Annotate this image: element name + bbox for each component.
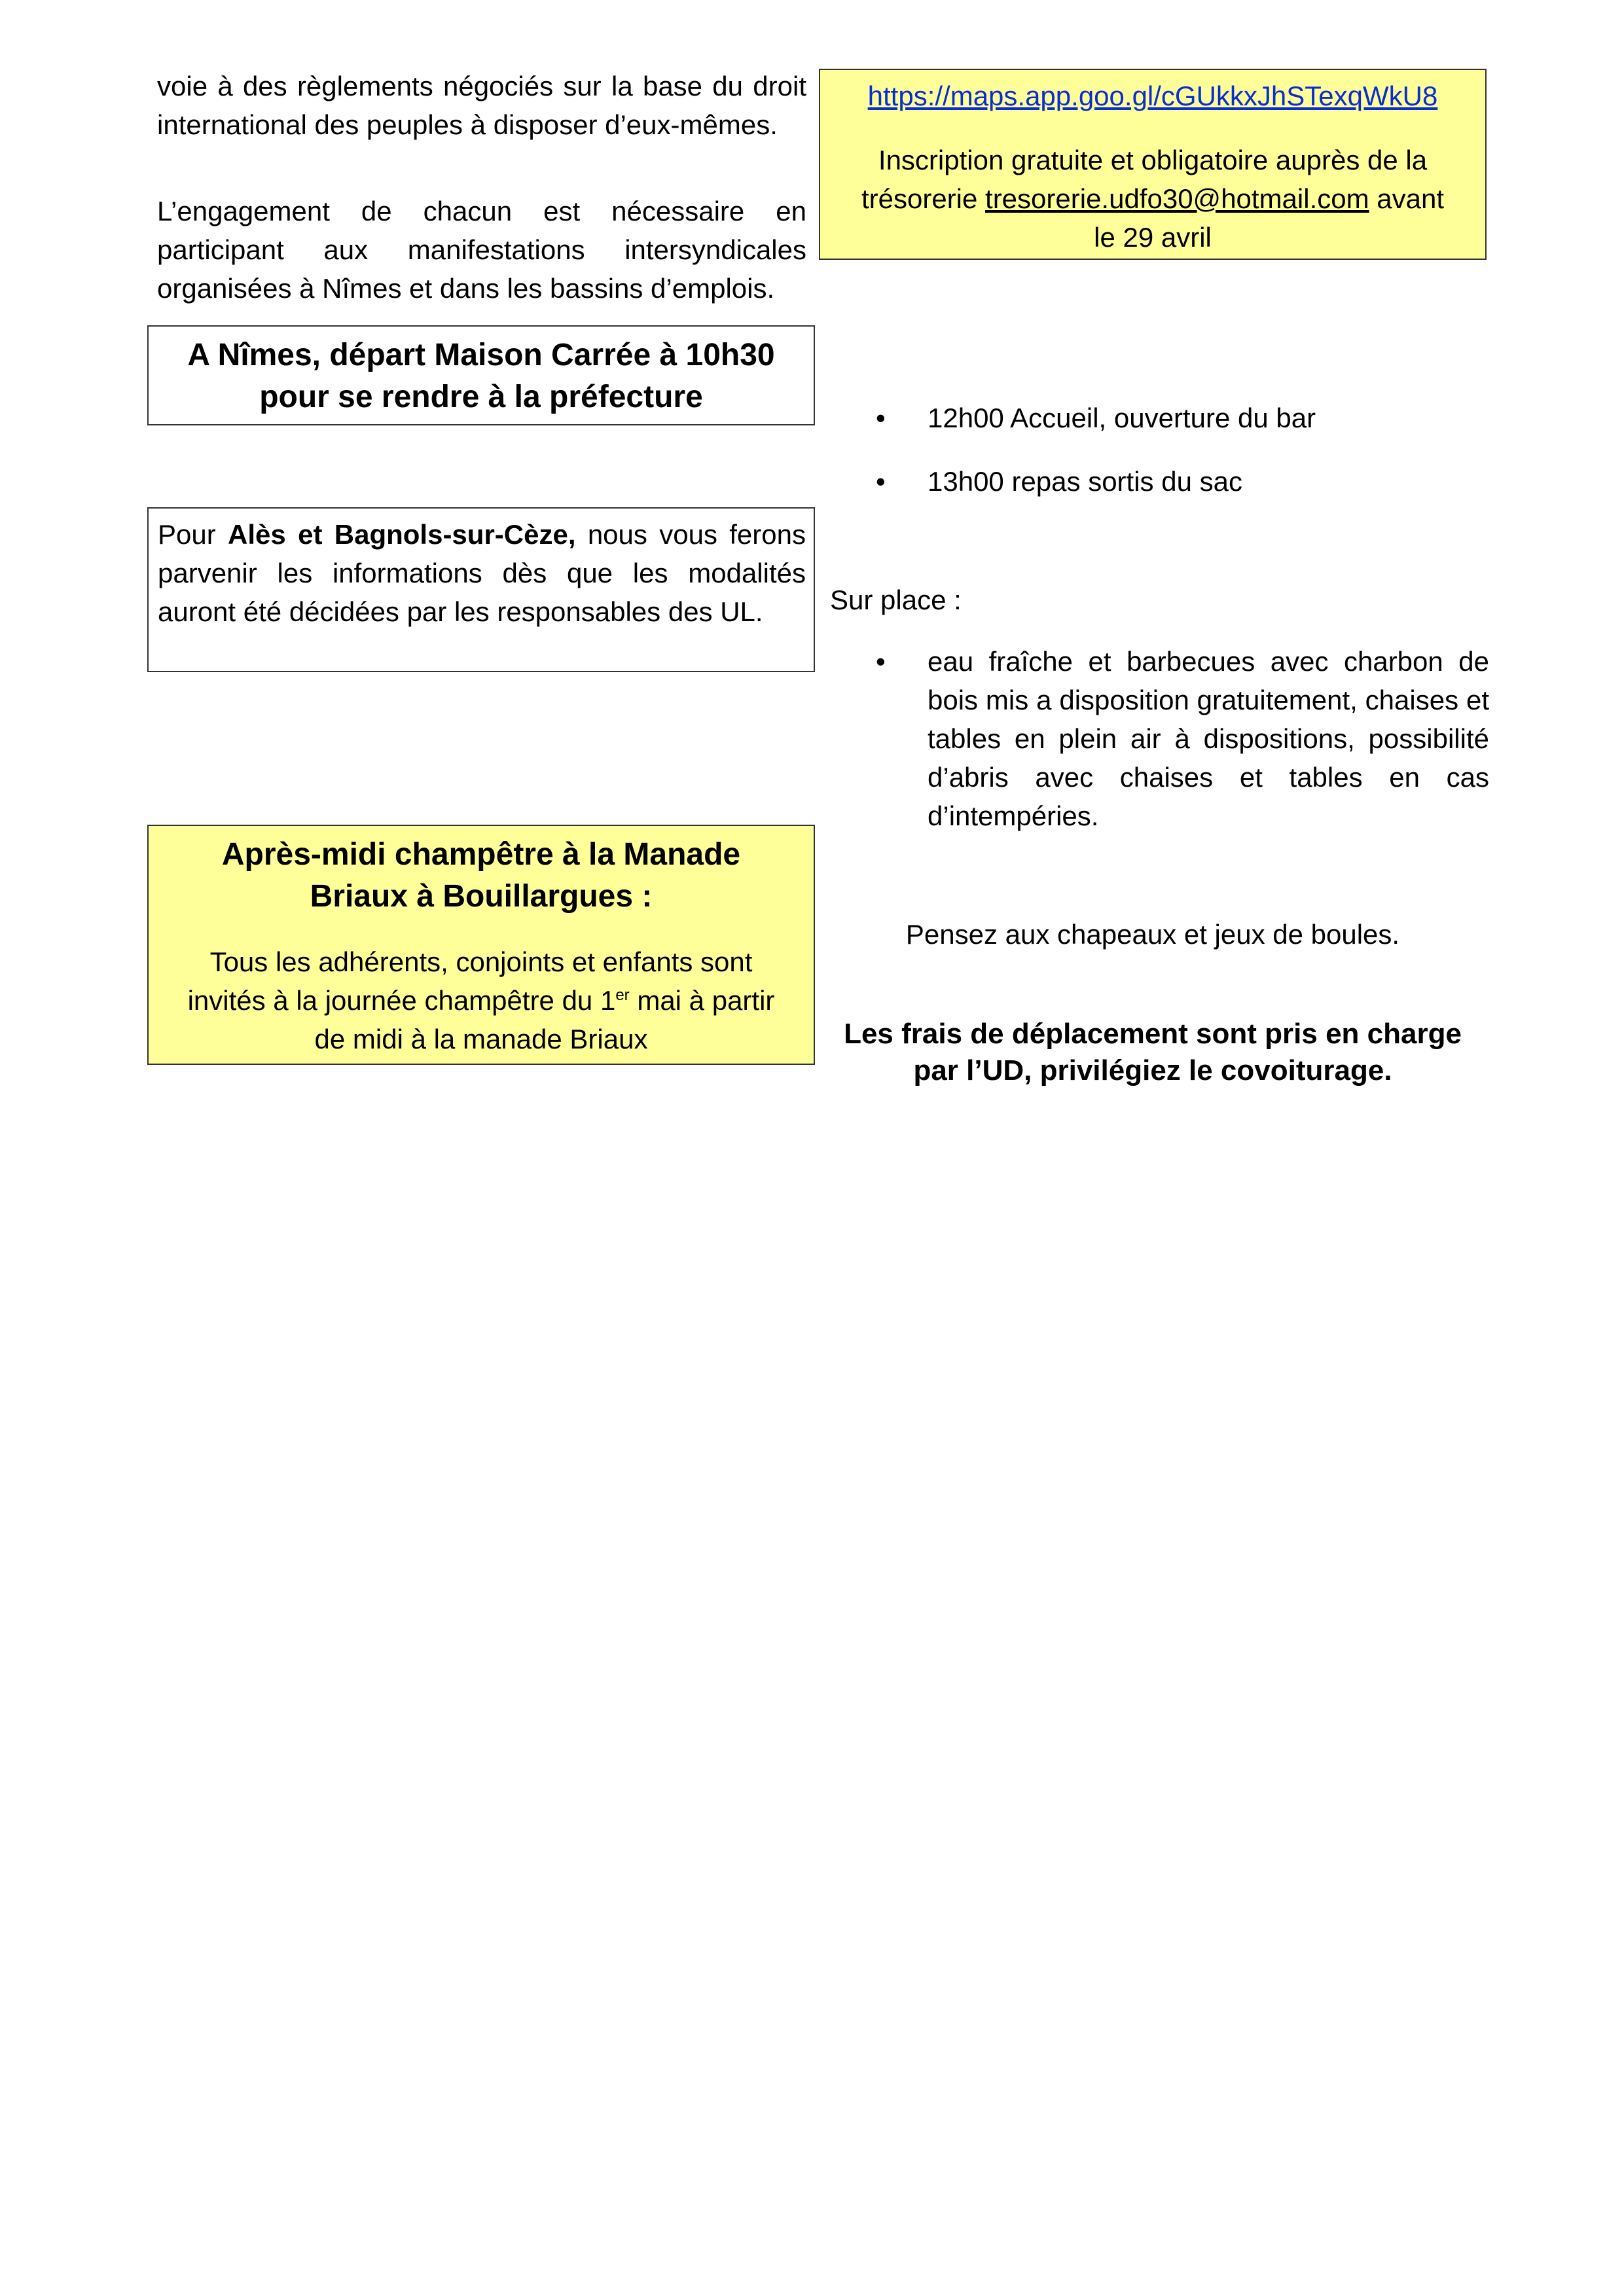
maps-link[interactable]: https://maps.app.goo.gl/cGUkkxJhSTexqWkU8 xyxy=(867,81,1438,111)
treasury-email-link[interactable]: tresorerie.udfo30@hotmail.com xyxy=(985,183,1369,214)
ales-bagnols-towns: Alès et Bagnols-sur-Cèze, xyxy=(228,519,576,550)
registration-line1: Inscription gratuite et obligatoire auprès de la xyxy=(878,145,1428,175)
reminder-text: Pensez aux chapeaux et jeux de boules. xyxy=(905,919,1400,950)
registration-line2 xyxy=(820,179,1485,218)
manade-box xyxy=(147,825,815,1065)
nimes-departure-line1: A Nîmes, départ Maison Carrée à 10h30 xyxy=(187,338,775,372)
bullet-icon: • xyxy=(876,646,886,677)
ales-bagnols-text xyxy=(158,515,806,631)
registration-line2-post: avant xyxy=(1369,183,1445,214)
registration-box xyxy=(819,69,1487,260)
manade-title-line2: Briaux à Bouillargues : xyxy=(310,879,653,914)
travel-costs-line2: par l’UD, privilégiez le covoiturage. xyxy=(913,1054,1392,1086)
manade-body-ordinal: er xyxy=(615,986,630,1004)
registration-line2-pre: trésorerie xyxy=(861,183,986,214)
sur-place-label: Sur place : xyxy=(830,584,962,615)
manade-body-line1: Tous les adhérents, conjoints et enfants sont xyxy=(209,946,753,977)
nimes-departure-box xyxy=(147,325,815,425)
bullet-icon: • xyxy=(876,466,886,497)
ales-bagnols-pre: Pour xyxy=(158,519,228,550)
sur-place-item-text: eau fraîche et barbecues avec charbon de bois mis a disposition gratuitement, chaises et tables en plein air à dispositions, possibilité d’abris avec chaises et tables en cas d’intempéries. xyxy=(928,646,1489,831)
engagement-paragraph: L’engagement de chacun est nécessaire en participant aux manifestations intersyndicales organisées à Nîmes et dans les bassins d’emplois. xyxy=(157,196,806,304)
intro-paragraph: voie à des règlements négociés sur la base du droit international des peuples à disposer d’eux-mêmes. xyxy=(157,71,806,140)
manade-body-line3: de midi à la manade Briaux xyxy=(314,1024,648,1054)
schedule-item-text: 12h00 Accueil, ouverture du bar xyxy=(928,403,1316,433)
manade-body-line2-pre: invités à la journée champêtre du 1 xyxy=(187,985,616,1016)
registration-deadline: le 29 avril xyxy=(1094,222,1212,253)
ales-bagnols-box xyxy=(147,507,815,672)
manade-body-line2-post: mai à partir xyxy=(629,985,775,1016)
ales-bagnols-post: nous vous ferons parvenir les informations dès que les modalités auront été décidées par les responsables des UL. xyxy=(158,519,806,627)
nimes-departure-line2: pour se rendre à la préfecture xyxy=(259,380,703,414)
bullet-icon: • xyxy=(876,403,886,433)
travel-costs-line1: Les frais de déplacement sont pris en charge xyxy=(844,1018,1462,1050)
schedule-item-text: 13h00 repas sortis du sac xyxy=(928,466,1242,497)
manade-body-line2 xyxy=(149,981,814,1020)
manade-title-line1: Après-midi champêtre à la Manade xyxy=(221,837,741,872)
